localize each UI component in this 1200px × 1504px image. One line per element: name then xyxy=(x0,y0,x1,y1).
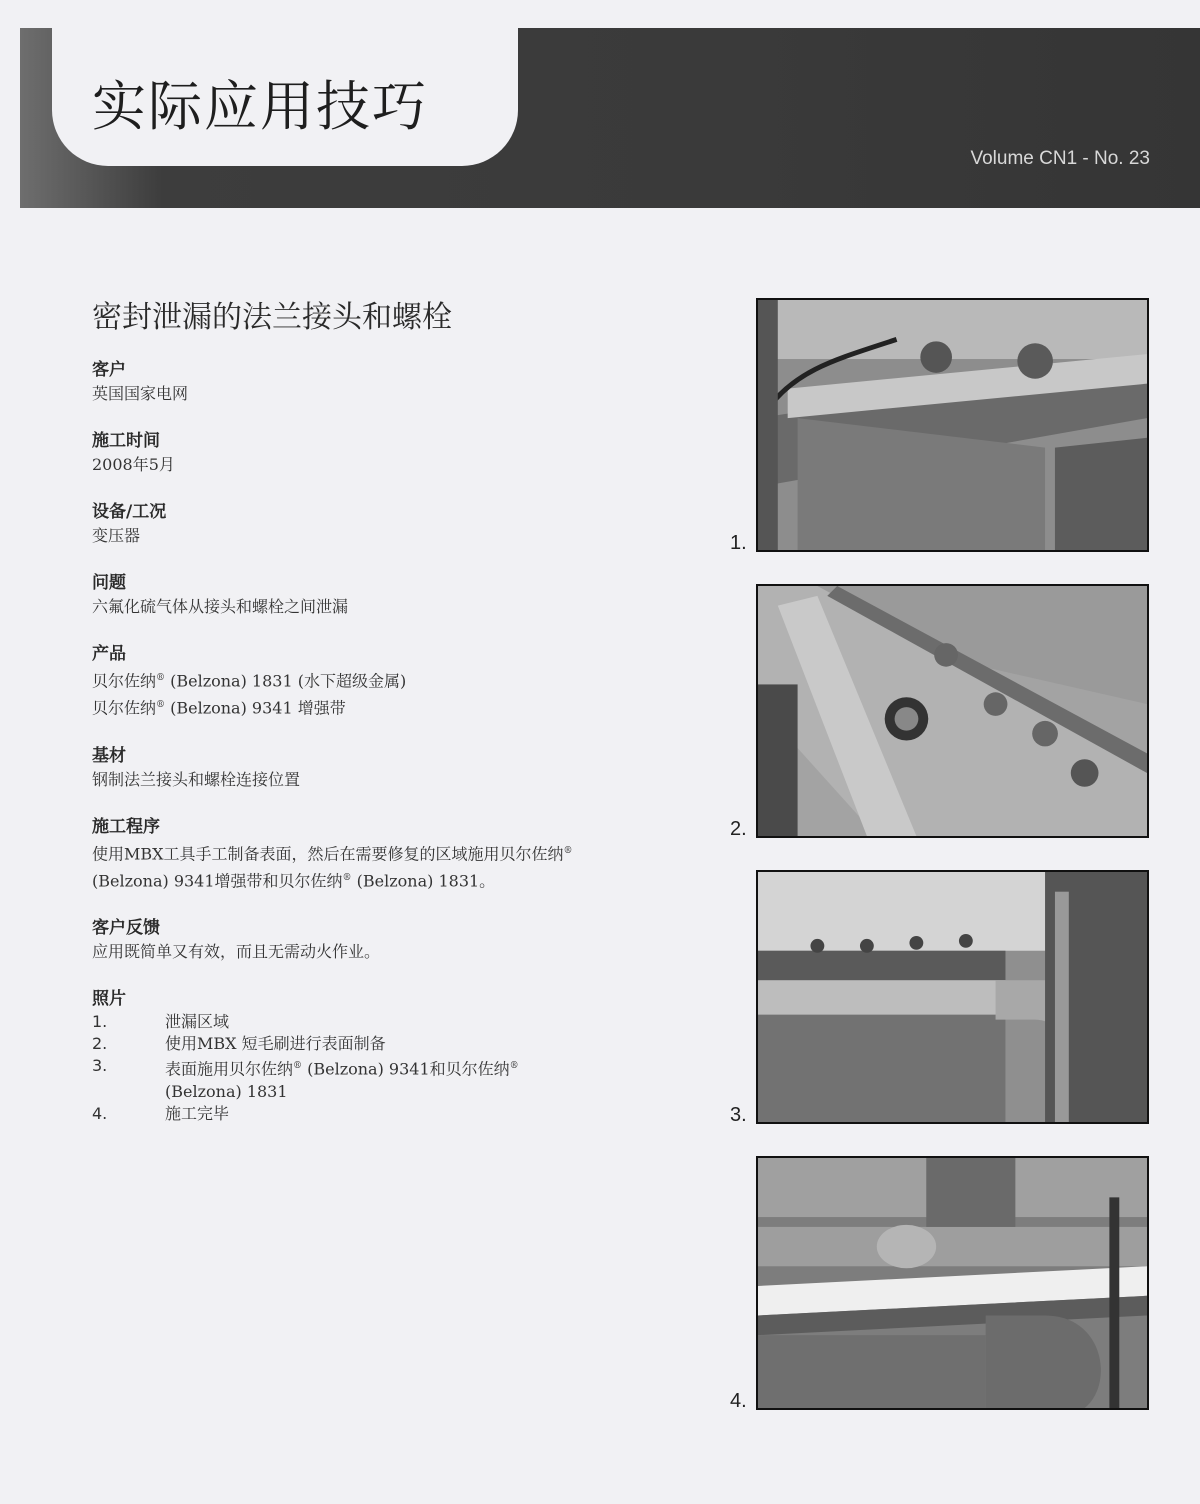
list-number: 3. xyxy=(92,1056,108,1076)
list-item xyxy=(92,1103,712,1125)
list-text: 泄漏区域 xyxy=(165,1012,230,1032)
product-2-brand: 贝尔佐纳 xyxy=(92,698,157,718)
list-text-a: 表面施用贝尔佐纳 xyxy=(165,1059,294,1079)
photos-label: 照片 xyxy=(92,989,126,1010)
list-text: 施工完毕 xyxy=(165,1103,230,1123)
procedure-text xyxy=(92,839,712,894)
section-product xyxy=(92,642,712,721)
flange-leak-icon xyxy=(758,300,1147,550)
product-line-2 xyxy=(92,693,712,720)
list-item xyxy=(92,1011,712,1033)
completed-icon xyxy=(758,1158,1147,1408)
substrate-text: 钢制法兰接头和螺栓连接位置 xyxy=(92,769,301,789)
list-number: 4. xyxy=(92,1103,108,1123)
page-title: 实际应用技巧 xyxy=(92,75,428,138)
list-number: 2. xyxy=(92,1034,108,1054)
feedback-text: 应用既简单又有效，而且无需动火作业。 xyxy=(92,942,381,962)
date-label: 施工时间 xyxy=(92,431,160,451)
list-text xyxy=(165,1055,712,1102)
case-details xyxy=(92,358,712,1148)
registered-mark: ® xyxy=(293,1061,303,1072)
registered-mark: ® xyxy=(563,845,573,856)
application-photo xyxy=(756,870,1149,1124)
problem-text: 六氟化硫气体从接头和螺栓之间泄漏 xyxy=(92,597,349,616)
list-item xyxy=(92,1055,712,1102)
equipment-label: 设备/工况 xyxy=(92,502,167,522)
list-item xyxy=(92,1033,712,1055)
list-number: 1. xyxy=(92,1012,108,1032)
section-substrate xyxy=(92,744,712,792)
procedure-part-1: 使用MBX工具手工制备表面，然后在需要修复的区域施用贝尔佐纳 xyxy=(92,843,564,863)
client-text: 英国国家电网 xyxy=(92,384,189,403)
date-text: 2008年5月 xyxy=(92,455,175,474)
section-problem xyxy=(92,571,712,619)
flange-leak-photo xyxy=(756,298,1149,552)
completed-photo xyxy=(756,1156,1149,1410)
product-1-name: (Belzona) 1831 (水下超级金属) xyxy=(165,671,407,691)
surface-prep-photo xyxy=(756,584,1149,838)
section-feedback xyxy=(92,916,712,964)
procedure-part-3: (Belzona) 1831。 xyxy=(351,871,496,891)
registered-mark: ® xyxy=(342,872,352,883)
problem-label: 问题 xyxy=(92,573,126,593)
photo-label-2: 2. xyxy=(730,818,747,840)
volume-label: Volume CN1 - No. 23 xyxy=(970,148,1150,169)
procedure-part-2: (Belzona) 9341增强带和贝尔佐纳 xyxy=(92,871,343,891)
section-procedure xyxy=(92,815,712,894)
equipment-text: 变压器 xyxy=(92,526,141,545)
section-date xyxy=(92,429,712,477)
registered-mark: ® xyxy=(156,700,166,711)
document-title: 密封泄漏的法兰接头和螺栓 xyxy=(92,300,452,335)
photo-label-4: 4. xyxy=(730,1390,747,1412)
list-text: 使用MBX 短毛刷进行表面制备 xyxy=(165,1034,386,1054)
list-text-b: (Belzona) 9341和贝尔佐纳 xyxy=(302,1059,510,1079)
application-icon xyxy=(758,872,1147,1122)
section-client xyxy=(92,358,712,406)
registered-mark: ® xyxy=(156,673,166,683)
substrate-label: 基材 xyxy=(92,745,126,766)
feedback-label: 客户反馈 xyxy=(92,918,160,939)
procedure-label: 施工程序 xyxy=(92,816,160,837)
list-text-c: (Belzona) 1831 xyxy=(165,1081,288,1101)
section-photos xyxy=(92,987,712,1124)
surface-prep-icon xyxy=(758,586,1147,836)
product-2-name: (Belzona) 9341 增强带 xyxy=(165,698,346,718)
product-1-brand: 贝尔佐纳 xyxy=(92,671,157,691)
registered-mark: ® xyxy=(509,1061,519,1072)
product-line-1 xyxy=(92,666,712,693)
photo-label-1: 1. xyxy=(730,532,747,554)
client-label: 客户 xyxy=(92,360,126,380)
product-label: 产品 xyxy=(92,644,126,664)
section-equipment xyxy=(92,500,712,548)
photo-list xyxy=(92,1011,712,1124)
photo-label-3: 3. xyxy=(730,1104,747,1126)
